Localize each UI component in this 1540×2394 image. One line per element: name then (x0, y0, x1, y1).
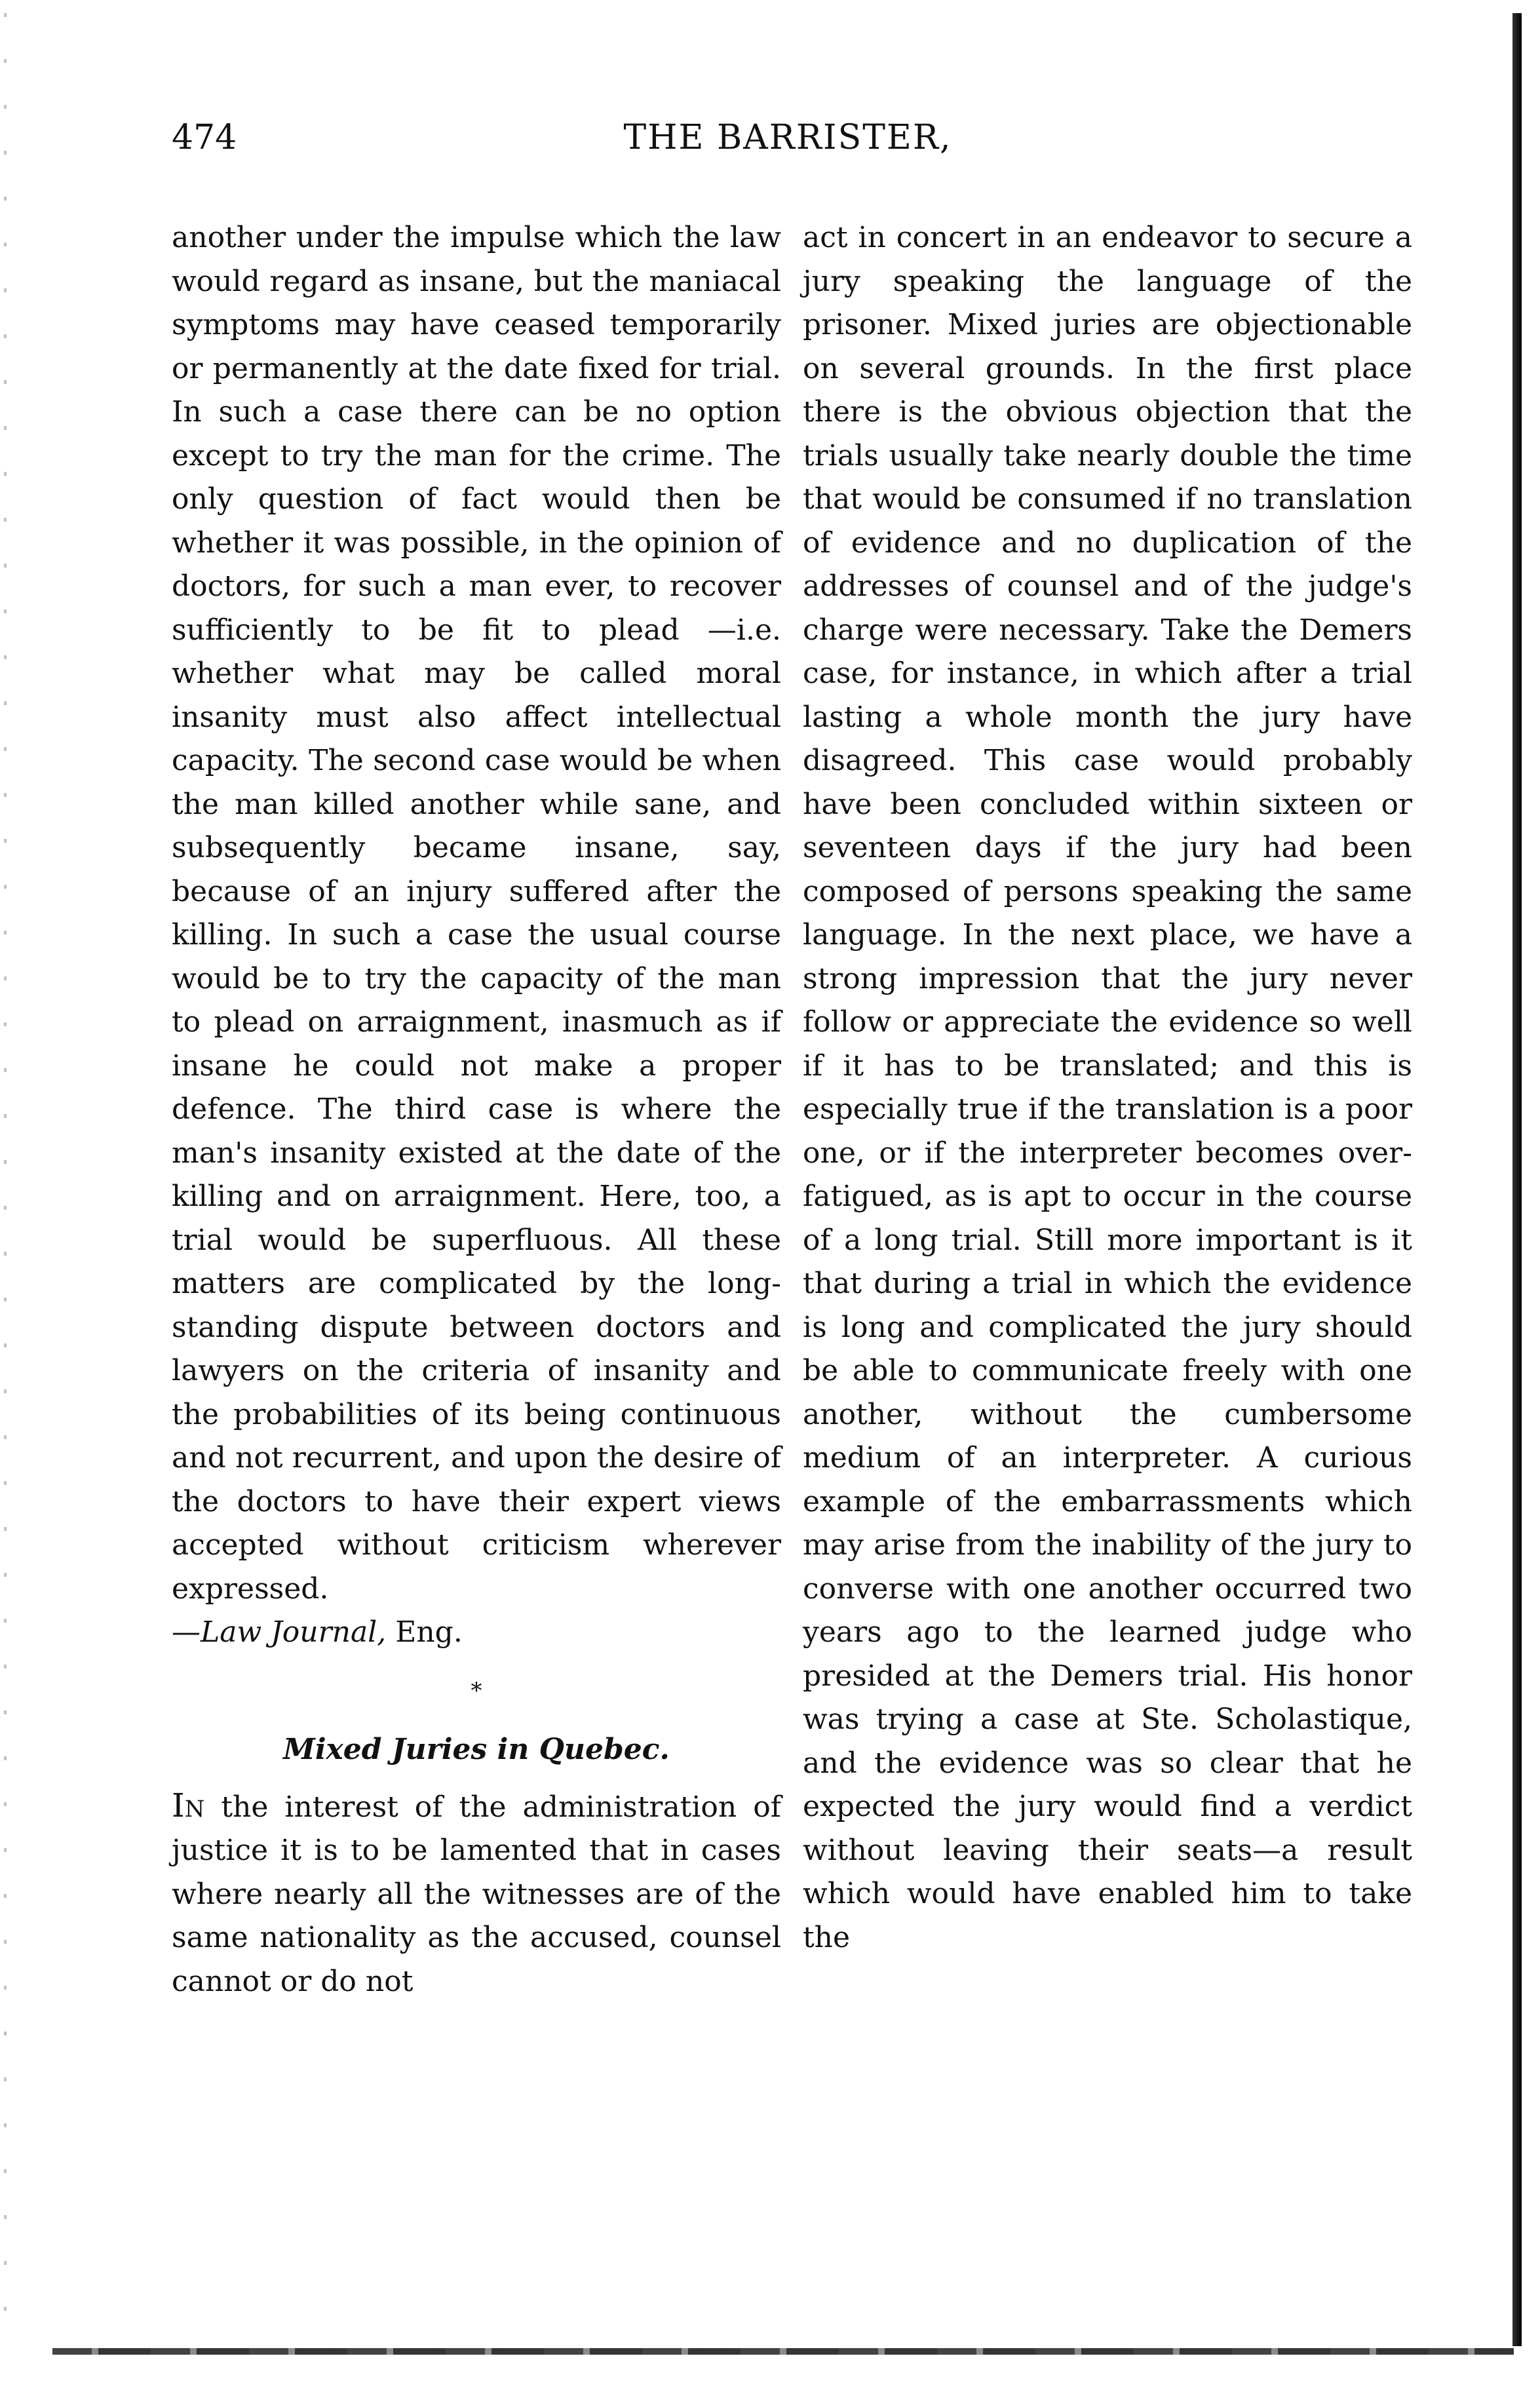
citation-place: Eng. (386, 1615, 463, 1649)
section-title: Mixed Juries in Quebec. (283, 1733, 670, 1766)
page-number: 474 (172, 118, 237, 157)
left-paragraph-2 (172, 1784, 781, 2004)
left-paragraph-2-text: the interest of the administration of justice it is to be lamented that in cases where nearly all the witnesses are of the same nationality as the accused, counsel cannot or do not (172, 1790, 781, 1998)
citation-journal: —Law Journal, (172, 1615, 387, 1649)
left-column (172, 216, 781, 2003)
right-paragraph-1: act in concert in an endeavor to secure a jury speaking the language of the prisoner. Mixed juries are objectionable on several grounds. In the first place there is the obvious objection that the trials usually take nearly double the time that would be consumed if no translation of evidence and no duplication of the addresses of counsel and of the judge's charge were necessary. Take the Demers case, for instance, in which after a trial lasting a whole month the jury have disagreed. This case would probably have been concluded within sixteen or seventeen days if the jury had been composed of persons speaking the same language. In the next place, we have a strong impression that the jury never follow or appreciate the evidence so well if it has to be translated; and this is especially true if the translation is a poor one, or if the interpreter becomes over-fatigued, as is apt to occur in the course of a long trial. Still more important is it that during a trial in which the evidence is long and complicated the jury should be able to communicate freely with one another, without the cumbersome medium of an interpreter. A curious example of the embarrassments which may arise from the inability of the jury to converse with one another occurred two years ago to the learned judge who presided at the Demers trial. His honor was trying a case at Ste. Scholastique, and the evidence was so clear that he expected the jury would find a verdict without leaving their seats—a result which would have enabled him to take the (803, 221, 1412, 1954)
citation (172, 1611, 781, 1655)
left-paragraph-1: another under the impulse which the law would regard as insane, but the maniacal symptoms may have ceased temporarily or permanently at the date fixed for trial. In such a case there can be no option except to try the man for the crime. The only question of fact would then be whether it was possible, in the opinion of doctors, for such a man ever, to recover sufficiently to be fit to plead —i.e. whether what may be called moral insanity must also affect intellectual capacity. The second case would be when the man killed another while sane, and subsequently became insane, say, because of an injury suffered after the killing. In such a case the usual course would be to try the capacity of the man to plead on arraignment, inasmuch as if insane he could not make a proper defence. The third case is where the man's insanity existed at the date of the killing and on arraignment. Here, too, a trial would be superfluous. All these matters are complicated by the long-standing dispute between doctors and lawyers on the criteria of insanity and the probabilities of its being continuous and not recurrent, and upon the desire of the doctors to have their expert views accepted without criticism wherever expressed. (172, 221, 781, 1606)
binding-shadow (1512, 13, 1522, 2346)
running-title: THE BARRISTER, (623, 118, 952, 157)
page-header (172, 118, 1404, 170)
scan-edge-specks (4, 13, 7, 2346)
scan-bottom-edge (52, 2348, 1514, 2355)
right-column (803, 216, 1412, 1960)
section-separator: * (471, 1677, 482, 1704)
dropcap: In (172, 1786, 205, 1824)
